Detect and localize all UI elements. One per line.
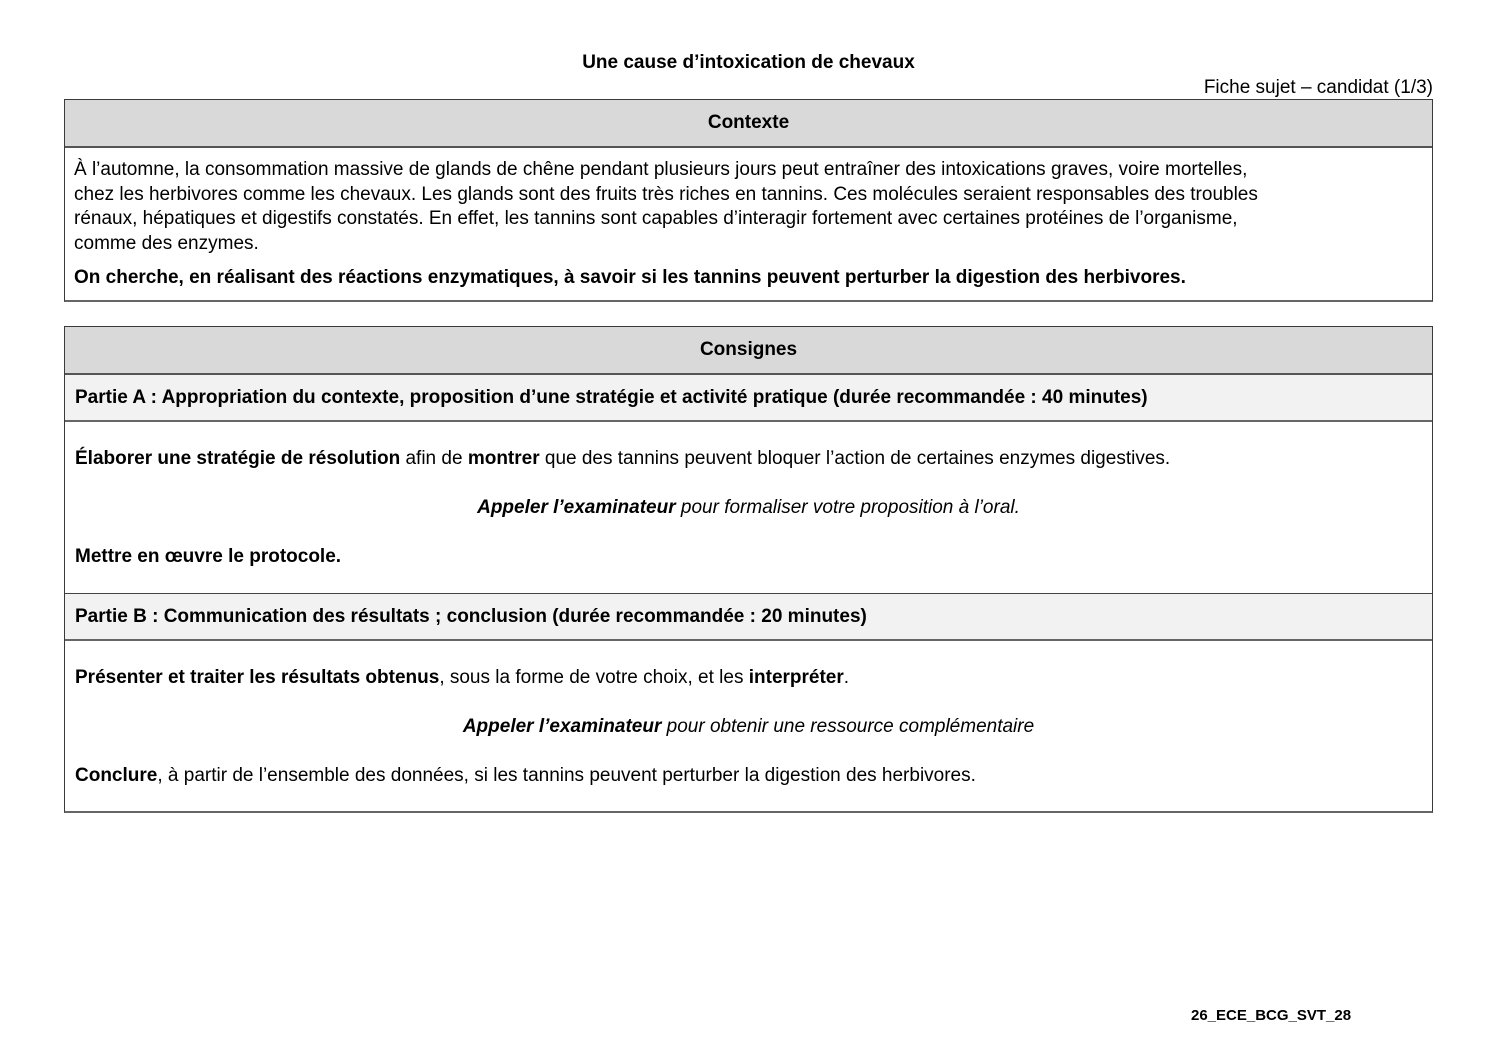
partie-b-call-examiner (75, 716, 1422, 738)
strategy-bold: Élaborer une stratégie de résolution (75, 448, 401, 469)
strategy-bold-verb: montrer (467, 448, 540, 469)
call-examiner-text: pour formaliser votre proposition à l’oral. (675, 497, 1020, 518)
partie-a-body (65, 422, 1432, 593)
conclusion-text: , à partir de l’ensemble des données, si les tannins peuvent perturber la digestion des herbivores. (157, 765, 976, 786)
consignes-box (64, 326, 1433, 813)
strategy-text-end: que des tannins peuvent bloquer l’action de certaines enzymes digestives. (539, 448, 1171, 469)
conclusion-bold: Conclure (75, 765, 158, 786)
results-text-end: . (843, 667, 850, 688)
call-examiner-text: pour obtenir une ressource complémentaire (661, 716, 1035, 737)
contexte-heading: Contexte (65, 100, 1432, 148)
strategy-text: afin de (400, 448, 468, 469)
contexte-line: comme des enzymes. (74, 232, 259, 254)
partie-a-protocol-line: Mettre en œuvre le protocole. (75, 546, 342, 567)
contexte-line: rénaux, hépatiques et digestifs constatés. En effet, les tannins sont capables d’interagir fortement avec certaines protéines de l’organisme, (74, 208, 1238, 229)
document-title: Une cause d’intoxication de chevaux (582, 52, 915, 73)
call-examiner-bold: Appeler l’examinateur (462, 716, 662, 737)
partie-b-conclusion-line (75, 765, 1422, 787)
contexte-line: chez les herbivores comme les chevaux. Les glands sont des fruits très riches en tannins. Ces molécules seraient responsables des troubles (74, 183, 1258, 205)
consignes-heading: Consignes (65, 327, 1432, 375)
footer-code: 26_ECE_BCG_SVT_28 (1191, 1007, 1352, 1024)
partie-b-body (65, 641, 1432, 811)
contexte-body (65, 148, 1432, 301)
contexte-question: On cherche, en réalisant des réactions enzymatiques, à savoir si les tannins peuvent perturber la digestion des herbivores. (74, 267, 1186, 288)
results-bold: Présenter et traiter les résultats obtenus (75, 667, 440, 688)
partie-a-strategy-line (75, 448, 1422, 470)
contexte-box (64, 99, 1433, 302)
partie-a-heading: Partie A : Appropriation du contexte, proposition d’une stratégie et activité pratique (durée recommandée : 40 minutes) (65, 375, 1432, 422)
sheet-label: Fiche sujet – candidat (1/3) (1203, 77, 1433, 98)
partie-b-heading: Partie B : Communication des résultats ; conclusion (durée recommandée : 20 minutes) (65, 593, 1432, 641)
call-examiner-bold: Appeler l’examinateur (477, 497, 676, 518)
contexte-line: À l’automne, la consommation massive de glands de chêne pendant plusieurs jours peut entraîner des intoxications graves, voire mortelles, (74, 159, 1248, 180)
contexte-paragraph (74, 158, 1423, 256)
partie-a-call-examiner (75, 497, 1422, 519)
results-text: , sous la forme de votre choix, et les (439, 667, 749, 688)
partie-b-results-line (75, 667, 1422, 689)
results-bold-verb: interpréter (748, 667, 844, 688)
